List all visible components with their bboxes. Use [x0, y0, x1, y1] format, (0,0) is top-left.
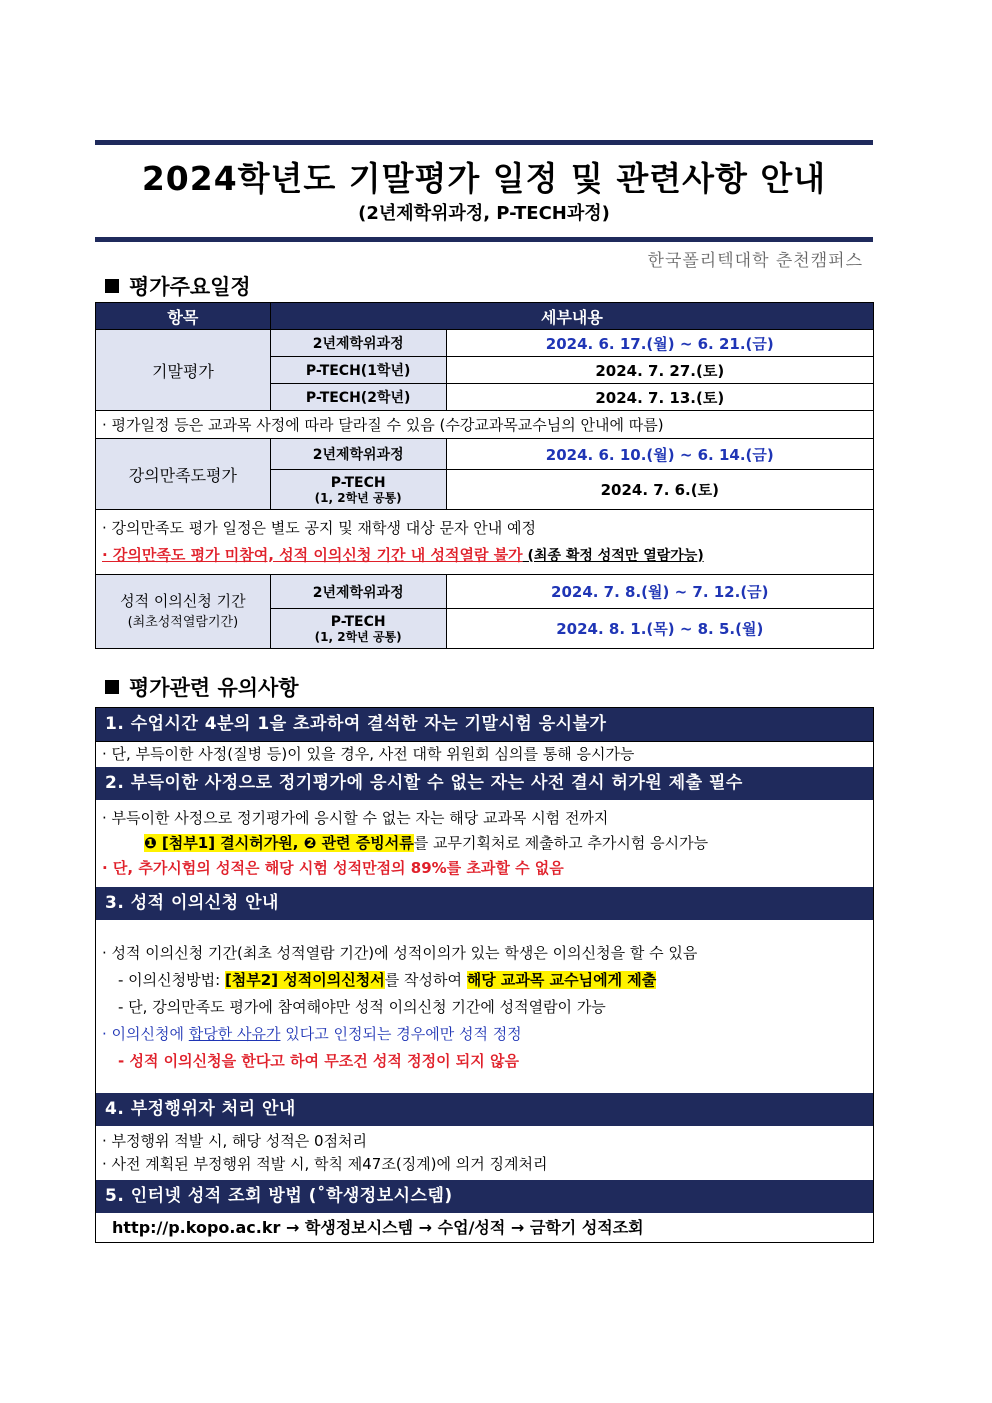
course-cell: P-TECH (1, 2학년 공통) [270, 470, 446, 510]
note-2-body [96, 800, 873, 887]
course-cell: 2년제학위과정 [270, 575, 446, 609]
note-3-line-5: - 성적 이의신청을 한다고 하여 무조건 성적 정정이 되지 않음 [118, 1052, 519, 1070]
date-cell: 2024. 7. 27.(토) [446, 357, 873, 384]
note-3-line-3: - 단, 강의만족도 평가에 참여해야만 성적 이의신청 기간에 성적열람이 가능 [118, 998, 606, 1016]
course-cell: P-TECH(2학년) [270, 384, 446, 411]
final-exam-note: · 평가일정 등은 교과목 사정에 따라 달라질 수 있음 (수강교과목교수님의 안내에 따름) [96, 411, 874, 439]
table-header-row [96, 303, 874, 330]
note-3-body [96, 920, 873, 1093]
note-4-line-1: · 부정행위 적발 시, 해당 성적은 0점처리 [102, 1132, 368, 1150]
note-2-line-2: ❶ [첨부1] 결시허가원, ❷ 관련 증빙서류를 교무기획처로 제출하고 추가시험 응시가능 [144, 834, 709, 852]
course-cell: P-TECH(1학년) [270, 357, 446, 384]
satisfaction-label: 강의만족도평가 [96, 439, 271, 510]
course-cell: 2년제학위과정 [270, 330, 446, 357]
top-rule [95, 140, 873, 145]
appeal-label: 성적 이의신청 기간 (최초성적열람기간) [96, 575, 271, 649]
table-row [96, 510, 874, 575]
title-rule [95, 237, 873, 242]
notice-document [95, 140, 873, 1243]
note-2-line-3: · 단, 추가시험의 성적은 해당 시험 성적만점의 89%를 초과할 수 없음 [102, 859, 564, 877]
note-1-line: · 단, 부득이한 사정(질병 등)이 있을 경우, 사전 대학 위원회 심의를 통해 응시가능 [96, 741, 873, 767]
page-subtitle: (2년제학위과정, P-TECH과정) [358, 203, 610, 224]
course-cell: P-TECH (1, 2학년 공통) [270, 609, 446, 649]
table-row [96, 411, 874, 439]
note-3-line-1: · 성적 이의신청 기간(최초 성적열람 기간)에 성적이의가 있는 학생은 이의신청을 할 수 있음 [102, 944, 698, 962]
campus-name: 한국폴리텍대학 춘천캠퍼스 [647, 251, 863, 271]
note-2-line-1: · 부득이한 사정으로 정기평가에 응시할 수 없는 자는 해당 교과목 시험 전까지 [102, 809, 609, 827]
table-row [96, 575, 874, 609]
note-4-line-2: · 사전 계획된 부정행위 적발 시, 학칙 제47조(징계)에 의거 징계처리 [102, 1155, 548, 1173]
note-2-title: 2. 부득이한 사정으로 정기평가에 응시할 수 없는 자는 사전 결시 허가원 제출 필수 [96, 767, 873, 800]
notes-section-title: 평가관련 유의사항 [105, 673, 873, 703]
satisfaction-note-2: · 강의만족도 평가 미참여, 성적 이의신청 기간 내 성적열람 불가 (최종 확정 성적만 열람가능) [102, 545, 704, 564]
note-1-title: 1. 수업시간 4분의 1을 초과하여 결석한 자는 기말시험 응시불가 [96, 708, 873, 741]
date-cell: 2024. 7. 13.(토) [446, 384, 873, 411]
schedule-table [95, 302, 874, 649]
note-3-line-2: - 이의신청방법: [첨부2] 성적이의신청서를 작성하여 해당 교과목 교수님에게 제출 [118, 971, 657, 989]
date-cell: 2024. 7. 6.(토) [446, 470, 873, 510]
satisfaction-notes [96, 510, 874, 575]
table-row [96, 330, 874, 357]
date-cell: 2024. 8. 1.(목) ~ 8. 5.(월) [446, 609, 873, 649]
header-detail: 세부내용 [270, 303, 873, 330]
note-5-title: 5. 인터넷 성적 조회 방법 (˚학생정보시스템) [96, 1180, 873, 1213]
note-3-line-4: · 이의신청에 합당한 사유가 있다고 인정되는 경우에만 성적 정정 [102, 1025, 522, 1043]
square-bullet-icon [105, 279, 119, 293]
final-exam-label: 기말평가 [96, 330, 271, 411]
note-4-title: 4. 부정행위자 처리 안내 [96, 1093, 873, 1126]
note-3-title: 3. 성적 이의신청 안내 [96, 887, 873, 920]
date-cell: 2024. 6. 17.(월) ~ 6. 21.(금) [446, 330, 873, 357]
square-bullet-icon [105, 680, 119, 694]
date-cell: 2024. 7. 8.(월) ~ 7. 12.(금) [446, 575, 873, 609]
schedule-section-title: 평가주요일정 [105, 272, 873, 302]
grade-lookup-path: http://p.kopo.ac.kr → 학생정보시스템 → 수업/성적 → 금학기 성적조회 [112, 1218, 644, 1237]
page-title: 2024학년도 기말평가 일정 및 관련사항 안내 [141, 159, 827, 198]
date-cell: 2024. 6. 10.(월) ~ 6. 14.(금) [446, 439, 873, 470]
notes-box [95, 707, 874, 1243]
satisfaction-note-1: · 강의만족도 평가 일정은 별도 공지 및 재학생 대상 문자 안내 예정 [102, 518, 536, 537]
note-4-body [96, 1126, 873, 1180]
header-item: 항목 [96, 303, 271, 330]
table-row [96, 439, 874, 470]
course-cell: 2년제학위과정 [270, 439, 446, 470]
